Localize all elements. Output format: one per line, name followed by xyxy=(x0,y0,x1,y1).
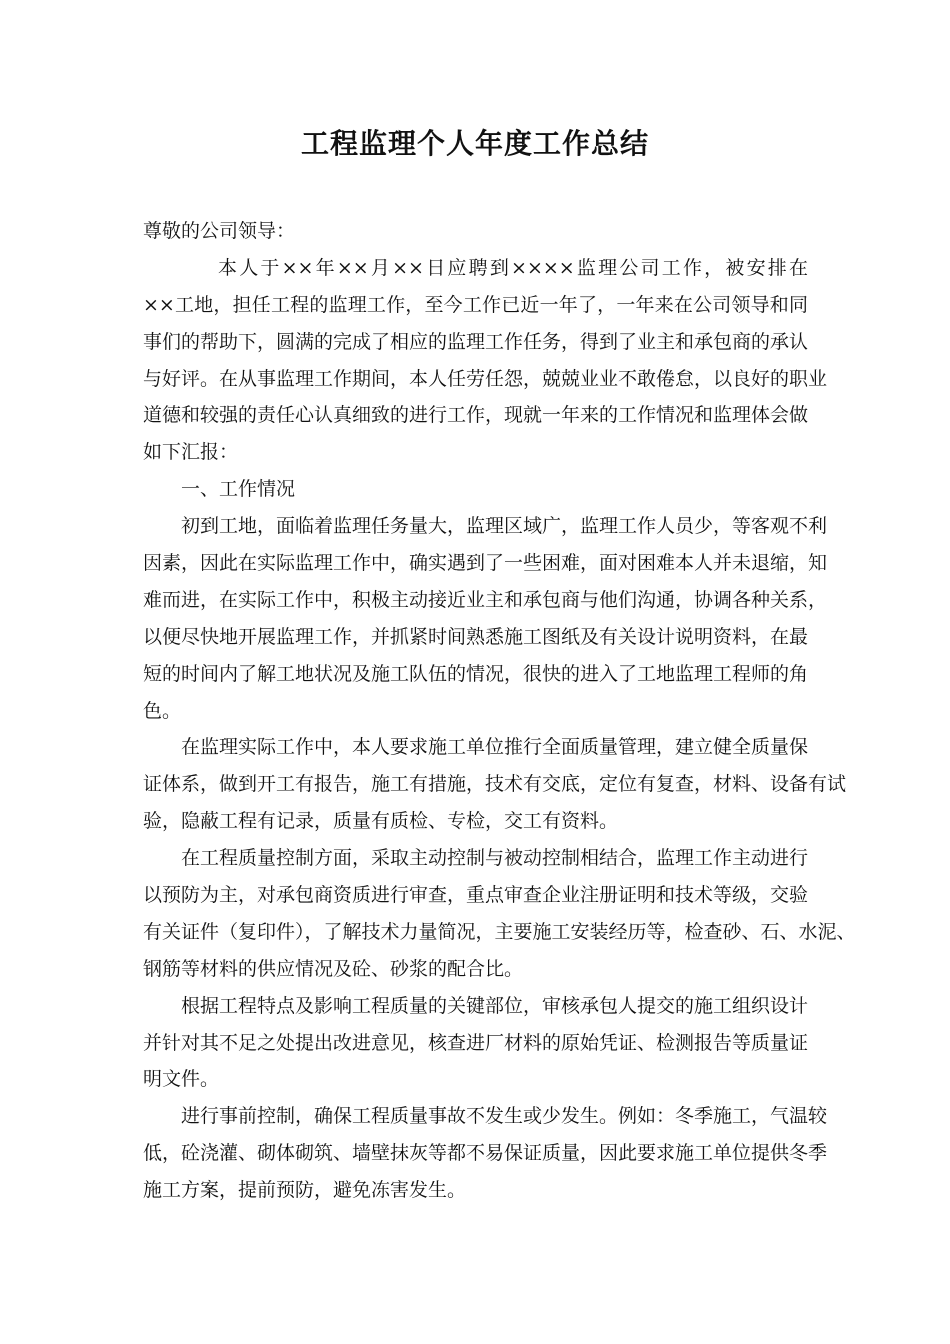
salutation: 尊敬的公司领导： xyxy=(143,220,296,242)
text-line: 低，砼浇灌、砌体砌筑、墙壁抹灰等都不易保证质量，因此要求施工单位提供冬季 xyxy=(143,1142,828,1165)
document-body xyxy=(143,213,856,1209)
text-line: 明文件。 xyxy=(143,1068,220,1091)
text-line: 短的时间内了解工地状况及施工队伍的情况，很快的进入了工地监理工程师的角 xyxy=(143,662,809,685)
text-line: 初到工地，面临着监理任务量大，监理区域广，监理工作人员少，等客观不利 xyxy=(181,515,828,538)
text-line: 在监理实际工作中，本人要求施工单位推行全面质量管理，建立健全质量保 xyxy=(181,736,809,759)
text-line: 事们的帮助下，圆满的完成了相应的监理工作任务，得到了业主和承包商的承认 xyxy=(143,330,809,353)
text-line: 以便尽快地开展监理工作，并抓紧时间熟悉施工图纸及有关设计说明资料，在最 xyxy=(143,625,809,648)
paragraph xyxy=(143,1098,828,1209)
paragraph xyxy=(143,729,847,840)
text-line: 以预防为主，对承包商资质进行审查，重点审查企业注册证明和技术等级，交验 xyxy=(143,884,809,907)
document-title: 工程监理个人年度工作总结 xyxy=(300,127,649,160)
text-line: 钢筋等材料的供应情况及砼、砂浆的配合比。 xyxy=(143,957,524,980)
text-line: 与好评。在从事监理工作期间，本人任劳任怨，兢兢业业不敢倦怠，以良好的职业 xyxy=(143,367,828,390)
text-line: 在工程质量控制方面，采取主动控制与被动控制相结合，监理工作主动进行 xyxy=(181,847,809,870)
text-line: 施工方案，提前预防，避免冻害发生。 xyxy=(143,1179,467,1202)
text-line: 一、工作情况 xyxy=(181,478,296,501)
text-line: 色。 xyxy=(143,699,182,722)
text-line: ××工地，担任工程的监理工作，至今工作已近一年了，一年来在公司领导和同 xyxy=(143,293,808,316)
text-line: 因素，因此在实际监理工作中，确实遇到了一些困难，面对困难本人并未退缩，知 xyxy=(143,552,828,575)
paragraph xyxy=(143,250,828,471)
paragraph xyxy=(143,840,856,988)
text-line: 本人于××年××月××日应聘到××××监理公司工作，被安排在 xyxy=(218,256,808,279)
paragraph xyxy=(143,471,808,508)
text-line: 难而进，在实际工作中，积极主动接近业主和承包商与他们沟通，协调各种关系， xyxy=(143,588,828,611)
text-line: 根据工程特点及影响工程质量的关键部位，审核承包人提交的施工组织设计 xyxy=(181,994,809,1017)
text-line: 并针对其不足之处提出改进意见，核查进厂材料的原始凭证、检测报告等质量证 xyxy=(143,1031,809,1054)
text-line: 有关证件（复印件），了解技术力量简况，主要施工安装经历等，检查砂、石、水泥、 xyxy=(143,920,856,943)
text-line: 验，隐蔽工程有记录，质量有质检、专检，交工有资料。 xyxy=(143,810,619,833)
paragraph xyxy=(143,508,828,729)
text-line: 证体系，做到开工有报告，施工有措施，技术有交底，定位有复查，材料、设备有试 xyxy=(143,773,847,796)
paragraph xyxy=(143,988,808,1099)
text-line: 进行事前控制，确保工程质量事故不发生或少发生。例如：冬季施工，气温较 xyxy=(181,1105,828,1128)
text-line: 如下汇报： xyxy=(143,441,239,464)
text-line: 道德和较强的责任心认真细致的进行工作，现就一年来的工作情况和监理体会做 xyxy=(143,404,809,427)
